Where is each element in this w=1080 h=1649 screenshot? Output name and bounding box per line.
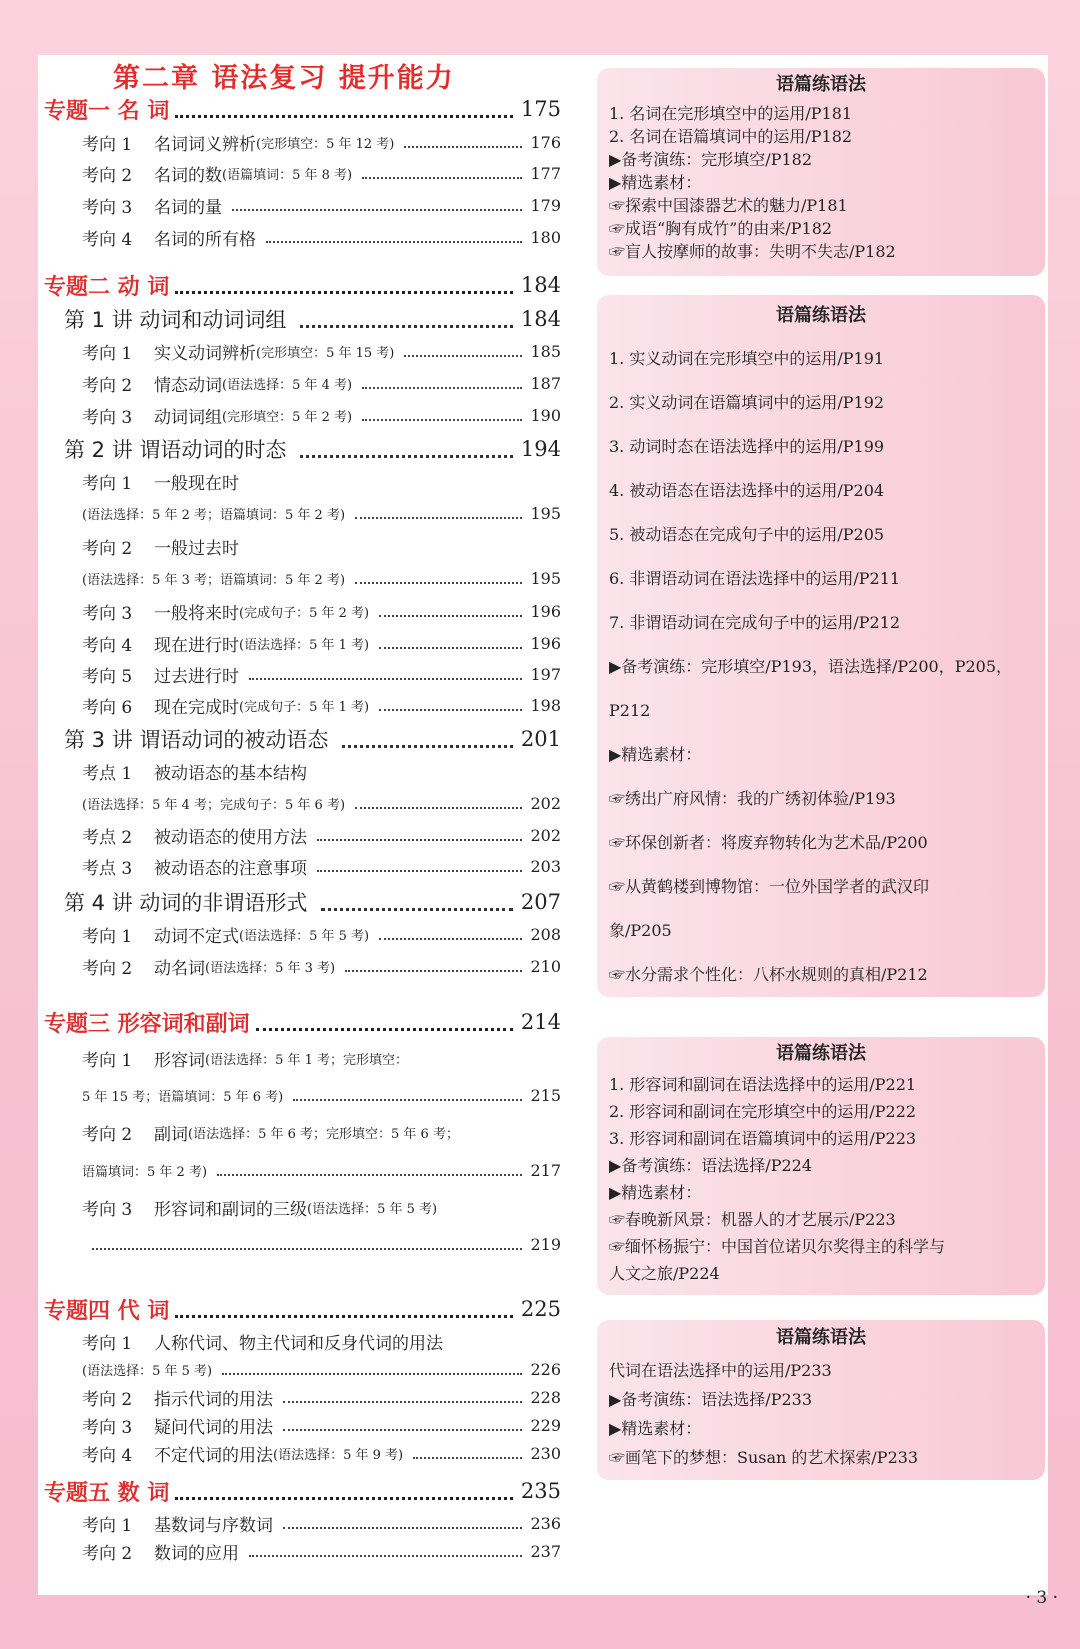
row-text: 被动语态的使用方法 — [154, 827, 307, 848]
leader-dots — [256, 1014, 513, 1031]
toc-row[interactable] — [82, 1326, 561, 1356]
panel-line[interactable]: ☞探索中国漆器艺术的魅力/P181 — [609, 196, 848, 215]
toc-row[interactable] — [82, 466, 561, 496]
leader-dots — [379, 699, 522, 711]
panel-heading: 语篇练语法 — [776, 1043, 866, 1064]
row-text: 动词词组 — [154, 407, 222, 428]
toc-row[interactable] — [82, 498, 561, 528]
toc-row[interactable] — [82, 190, 561, 220]
leader-dots — [249, 668, 522, 680]
leader-dots — [362, 377, 522, 389]
row-text: 情态动词 — [154, 375, 222, 396]
panel-line[interactable]: P212 — [609, 701, 651, 720]
toc-row[interactable] — [82, 222, 561, 252]
panel-line[interactable]: 1. 实义动词在完形填空中的运用/P191 — [609, 349, 885, 368]
panel-heading: 语篇练语法 — [776, 305, 866, 326]
row-note: (语法选择：5 年 4 考) — [222, 377, 353, 393]
row-page: 176 — [530, 132, 561, 152]
row-label: 考向 1 — [82, 343, 133, 364]
toc-row[interactable] — [82, 1536, 561, 1566]
leader-dots — [404, 136, 522, 148]
grammar-practice-panel — [597, 1320, 1045, 1480]
panel-heading: 语篇练语法 — [776, 1327, 866, 1348]
toc-row[interactable] — [82, 1410, 561, 1440]
row-label: 考向 2 — [82, 538, 133, 559]
leader-dots — [404, 345, 522, 357]
toc-row[interactable] — [82, 1155, 561, 1185]
panel-line[interactable]: 3. 动词时态在语法选择中的运用/P199 — [609, 437, 885, 456]
panel-line[interactable]: 人文之旅/P224 — [609, 1264, 720, 1283]
toc-row[interactable] — [82, 756, 561, 786]
row-page: 190 — [530, 405, 561, 425]
row-page: 180 — [530, 227, 561, 247]
row-page: 197 — [530, 664, 561, 684]
row-page: 219 — [530, 1234, 561, 1254]
row-page: 202 — [530, 825, 561, 845]
row-text: 名词的所有格 — [154, 229, 256, 250]
row-label: 考向 2 — [82, 1543, 133, 1564]
row-note: (完形填空：5 年 15 考) — [256, 345, 395, 361]
row-page: 202 — [530, 793, 561, 813]
grammar-practice-panel — [597, 295, 1045, 997]
row-page: 195 — [530, 568, 561, 588]
toc-row[interactable] — [82, 1080, 561, 1110]
panel-line[interactable]: 2. 实义动词在语篇填词中的运用/P192 — [609, 393, 885, 412]
row-label: 考向 2 — [82, 958, 133, 979]
panel-line[interactable]: ☞成语“胸有成竹”的由来/P182 — [609, 219, 833, 238]
panel-line[interactable]: ☞春晚新风景：机器人的才艺展示/P223 — [609, 1210, 896, 1229]
toc-row[interactable] — [82, 596, 561, 626]
toc-row[interactable] — [82, 690, 561, 720]
toc-row[interactable] — [82, 1117, 561, 1147]
panel-line[interactable]: 代词在语法选择中的运用/P233 — [609, 1361, 832, 1380]
toc-row[interactable] — [82, 919, 561, 949]
row-note: (语法选择：5 年 1 考) — [239, 637, 370, 653]
row-text: 名词的数 — [154, 165, 222, 186]
row-page: 210 — [530, 956, 561, 976]
panel-line[interactable]: 4. 被动语态在语法选择中的运用/P204 — [609, 481, 885, 500]
panel-line[interactable]: 1. 名词在完形填空中的运用/P181 — [609, 104, 853, 123]
row-label: 考向 4 — [82, 635, 133, 656]
row-text: 名词的量 — [154, 197, 222, 218]
row-page: 215 — [530, 1085, 561, 1105]
row-note: (完成句子：5 年 1 考) — [239, 699, 370, 715]
panel-line[interactable]: 7. 非谓语动词在完成句子中的运用/P212 — [609, 613, 901, 632]
row-note: (语法选择：5 年 5 考) — [82, 1363, 213, 1379]
row-note: (语法选择：5 年 2 考；语篇填词：5 年 2 考) — [82, 507, 346, 523]
row-text: 一般过去时 — [154, 538, 239, 559]
toc-row[interactable] — [82, 820, 561, 850]
row-text: 被动语态的注意事项 — [154, 858, 307, 879]
panel-line[interactable]: ☞水分需求个性化：八杯水规则的真相/P212 — [609, 965, 928, 984]
row-label: 考点 3 — [82, 858, 133, 879]
row-page: 208 — [530, 924, 561, 944]
panel-line[interactable]: ☞从黄鹤楼到博物馆：一位外国学者的武汉印 — [609, 877, 930, 896]
row-page: 228 — [530, 1387, 561, 1407]
topic-verbs-title: 专题二 动 词 — [44, 274, 170, 300]
leader-dots — [217, 1164, 522, 1176]
leader-dots — [175, 101, 513, 118]
row-page: 229 — [530, 1415, 561, 1435]
topic-numerals-title: 专题五 数 词 — [44, 1480, 170, 1506]
row-text: 现在进行时 — [154, 635, 239, 656]
topic-nouns-title: 专题一 名 词 — [44, 98, 170, 124]
row-text: 形容词 — [154, 1050, 205, 1071]
topic-pronouns[interactable] — [44, 1292, 561, 1326]
row-text: 基数词与序数词 — [154, 1515, 273, 1536]
leader-dots — [249, 1545, 522, 1557]
leader-dots — [293, 1089, 522, 1101]
row-note: (完形填空：5 年 2 考) — [222, 409, 353, 425]
row-label: 考向 2 — [82, 165, 133, 186]
row-note: 5 年 15 考；语篇填词：5 年 6 考) — [82, 1089, 284, 1105]
topic-nouns-page: 175 — [520, 97, 561, 121]
row-page: 198 — [530, 695, 561, 715]
panel-line[interactable]: 1. 形容词和副词在语法选择中的运用/P221 — [609, 1075, 917, 1094]
panel-line[interactable]: ☞绣出广府风情：我的广绣初体验/P193 — [609, 789, 896, 808]
row-label: 考向 3 — [82, 1199, 133, 1220]
leader-dots — [321, 894, 513, 911]
row-page: 185 — [530, 341, 561, 361]
leader-dots — [232, 199, 522, 211]
panel-line[interactable]: 2. 名词在语篇填词中的运用/P182 — [609, 127, 853, 146]
row-label: 考向 2 — [82, 1389, 133, 1410]
topic-pronouns-title: 专题四 代 词 — [44, 1298, 170, 1324]
leader-dots — [300, 441, 513, 458]
row-text: 疑问代词的用法 — [154, 1417, 273, 1438]
leader-dots — [283, 1419, 522, 1431]
panel-line[interactable]: 象/P205 — [609, 921, 672, 940]
panel-heading: 语篇练语法 — [776, 74, 866, 95]
toc-row[interactable] — [82, 951, 561, 981]
lecture-2-title: 第 2 讲 谓语动词的时态 — [64, 438, 287, 462]
leader-dots — [92, 1238, 522, 1250]
leader-dots — [355, 797, 522, 809]
lecture-2-page: 194 — [520, 437, 561, 461]
lecture-1-title: 第 1 讲 动词和动词词组 — [64, 308, 287, 332]
topic-verbs[interactable] — [44, 268, 561, 302]
leader-dots — [266, 231, 522, 243]
panel-line[interactable]: ▶备考演练：语法选择/P233 — [609, 1390, 813, 1409]
leader-dots — [379, 928, 522, 940]
row-text: 过去进行时 — [154, 666, 239, 687]
leader-dots — [345, 960, 522, 972]
panel-line[interactable]: ▶备考演练：完形填空/P182 — [609, 150, 813, 169]
row-label: 考向 1 — [82, 926, 133, 947]
row-label: 考向 3 — [82, 1417, 133, 1438]
toc-row[interactable] — [82, 659, 561, 689]
row-text: 不定代词的用法 — [154, 1445, 273, 1466]
panel-line[interactable]: ☞画笔下的梦想：Susan 的艺术探索/P233 — [609, 1448, 919, 1467]
panel-line[interactable]: ▶精选素材： — [609, 1183, 702, 1202]
row-text: 形容词和副词的三级 — [154, 1199, 307, 1220]
toc-row[interactable] — [82, 158, 561, 188]
row-label: 考向 6 — [82, 697, 133, 718]
panel-line[interactable]: ☞环保创新者：将废弃物转化为艺术品/P200 — [609, 833, 928, 852]
row-text: 现在完成时 — [154, 697, 239, 718]
topic-numerals[interactable] — [44, 1474, 561, 1508]
lecture-3-page: 201 — [520, 727, 561, 751]
panel-line[interactable]: 5. 被动语态在完成句子中的运用/P205 — [609, 525, 885, 544]
leader-dots — [175, 1301, 513, 1318]
row-label: 考向 5 — [82, 666, 133, 687]
toc-row[interactable] — [82, 400, 561, 430]
row-page: 226 — [530, 1359, 561, 1379]
toc-row[interactable] — [82, 563, 561, 593]
leader-dots — [413, 1447, 522, 1459]
row-text: 动词不定式 — [154, 926, 239, 947]
toc-row[interactable] — [82, 851, 561, 881]
row-label: 考向 2 — [82, 1124, 133, 1145]
leader-dots — [379, 605, 522, 617]
row-text: 动名词 — [154, 958, 205, 979]
leader-dots — [379, 637, 522, 649]
lecture-4-title: 第 4 讲 动词的非谓语形式 — [64, 891, 308, 915]
row-page: 237 — [530, 1541, 561, 1561]
leader-dots — [317, 860, 522, 872]
toc-row[interactable] — [82, 1354, 561, 1384]
row-label: 考向 3 — [82, 603, 133, 624]
toc-row[interactable] — [82, 1438, 561, 1468]
row-page: 179 — [530, 195, 561, 215]
row-label: 考向 1 — [82, 1515, 133, 1536]
leader-dots — [175, 1483, 513, 1500]
row-page: 196 — [530, 601, 561, 621]
row-note: (语法选择：5 年 5 考) — [239, 928, 370, 944]
row-page: 230 — [530, 1443, 561, 1463]
panel-line[interactable]: 3. 形容词和副词在语篇填词中的运用/P223 — [609, 1129, 917, 1148]
row-page: 196 — [530, 633, 561, 653]
leader-dots — [283, 1517, 522, 1529]
topic-verbs-page: 184 — [520, 273, 561, 297]
row-note: (语法选择：5 年 6 考；完形填空：5 年 6 考； — [188, 1126, 459, 1142]
row-label: 考点 2 — [82, 827, 133, 848]
panel-line[interactable]: ▶精选素材： — [609, 173, 702, 192]
topic-adjectives-page: 214 — [520, 1010, 561, 1034]
panel-line[interactable]: ▶备考演练：完形填空/P193，语法选择/P200，P205， — [609, 657, 1013, 676]
row-note: (语法选择：5 年 3 考) — [205, 960, 336, 976]
row-label: 考点 1 — [82, 763, 133, 784]
lecture-1[interactable] — [64, 302, 561, 336]
row-label: 考向 4 — [82, 229, 133, 250]
chapter-title: 第二章 语法复习 提升能力 — [113, 63, 455, 94]
row-page: 195 — [530, 503, 561, 523]
row-note: (语法选择：5 年 3 考；语篇填词：5 年 2 考) — [82, 572, 346, 588]
grammar-practice-panel — [597, 1037, 1045, 1295]
row-note: (语法选择：5 年 5 考) — [307, 1201, 438, 1217]
row-text: 一般现在时 — [154, 473, 239, 494]
row-label: 考向 3 — [82, 197, 133, 218]
leader-dots — [342, 731, 513, 748]
topic-pronouns-page: 225 — [520, 1297, 561, 1321]
lecture-4[interactable] — [64, 885, 561, 919]
row-page: 236 — [530, 1513, 561, 1533]
row-text: 实义动词辨析 — [154, 343, 256, 364]
lecture-1-page: 184 — [520, 307, 561, 331]
panel-line[interactable]: 2. 形容词和副词在完形填空中的运用/P222 — [609, 1102, 917, 1121]
row-page: 217 — [530, 1160, 561, 1180]
panel-line[interactable]: ☞缅怀杨振宁：中国首位诺贝尔奖得主的科学与 — [609, 1237, 946, 1256]
row-note: (完成句子：5 年 2 考) — [239, 605, 370, 621]
row-note: (完形填空：5 年 12 考) — [256, 136, 395, 152]
row-label: 考向 3 — [82, 407, 133, 428]
row-label: 考向 1 — [82, 1333, 133, 1354]
toc-row[interactable] — [82, 1508, 561, 1538]
row-label: 考向 1 — [82, 134, 133, 155]
topic-adjectives-title: 专题三 形容词和副词 — [44, 1011, 250, 1037]
toc-row[interactable] — [82, 1382, 561, 1412]
row-page: 177 — [530, 163, 561, 183]
row-label: 考向 1 — [82, 1050, 133, 1071]
row-text: 数词的应用 — [154, 1543, 239, 1564]
row-text: 被动语态的基本结构 — [154, 763, 307, 784]
row-page: 187 — [530, 373, 561, 393]
row-label: 考向 1 — [82, 473, 133, 494]
leader-dots — [222, 1363, 522, 1375]
row-text: 一般将来时 — [154, 603, 239, 624]
row-note: (语法选择：5 年 1 考；完形填空： — [205, 1052, 409, 1068]
row-note: (语法选择：5 年 4 考；完成句子：5 年 6 考) — [82, 797, 346, 813]
row-label: 考向 4 — [82, 1445, 133, 1466]
leader-dots — [355, 572, 522, 584]
grammar-practice-panel — [597, 68, 1045, 276]
leader-dots — [355, 507, 522, 519]
leader-dots — [317, 829, 522, 841]
row-note: (语法选择：5 年 9 考) — [273, 1447, 404, 1463]
lecture-2[interactable] — [64, 432, 561, 466]
toc-row[interactable] — [82, 788, 561, 818]
leader-dots — [283, 1391, 522, 1403]
row-label: 考向 2 — [82, 375, 133, 396]
row-text: 副词 — [154, 1124, 188, 1145]
lecture-4-page: 207 — [520, 890, 561, 914]
toc-row[interactable] — [82, 628, 561, 658]
toc-row[interactable] — [82, 531, 561, 561]
row-text: 名词词义辨析 — [154, 134, 256, 155]
toc-row[interactable] — [82, 336, 561, 366]
panel-line[interactable]: 6. 非谓语动词在语法选择中的运用/P211 — [609, 569, 901, 588]
panel-line[interactable]: ▶备考演练：语法选择/P224 — [609, 1156, 813, 1175]
leader-dots — [362, 409, 522, 421]
row-note: 语篇填词：5 年 2 考) — [82, 1164, 208, 1180]
panel-line[interactable]: ☞盲人按摩师的故事：失明不失志/P182 — [609, 242, 896, 261]
leader-dots — [362, 167, 522, 179]
toc-row[interactable] — [82, 1043, 561, 1073]
lecture-3-title: 第 3 讲 谓语动词的被动语态 — [64, 728, 329, 752]
panel-line[interactable]: ▶精选素材： — [609, 1419, 702, 1438]
toc-row[interactable] — [82, 368, 561, 398]
panel-line[interactable]: ▶精选素材： — [609, 745, 702, 764]
topic-numerals-page: 235 — [520, 1479, 561, 1503]
leader-dots — [175, 277, 513, 294]
row-text: 指示代词的用法 — [154, 1389, 273, 1410]
row-page: 203 — [530, 856, 561, 876]
row-text: 人称代词、物主代词和反身代词的用法 — [154, 1333, 443, 1354]
topic-nouns[interactable] — [44, 92, 561, 126]
lecture-3[interactable] — [64, 722, 561, 756]
row-note: (语篇填词：5 年 8 考) — [222, 167, 353, 183]
toc-row[interactable] — [82, 127, 561, 157]
topic-adjectives[interactable] — [44, 1005, 561, 1039]
toc-row[interactable] — [82, 1229, 561, 1259]
toc-row[interactable] — [82, 1192, 561, 1222]
page-number: · 3 · — [1025, 1588, 1058, 1608]
leader-dots — [300, 311, 513, 328]
